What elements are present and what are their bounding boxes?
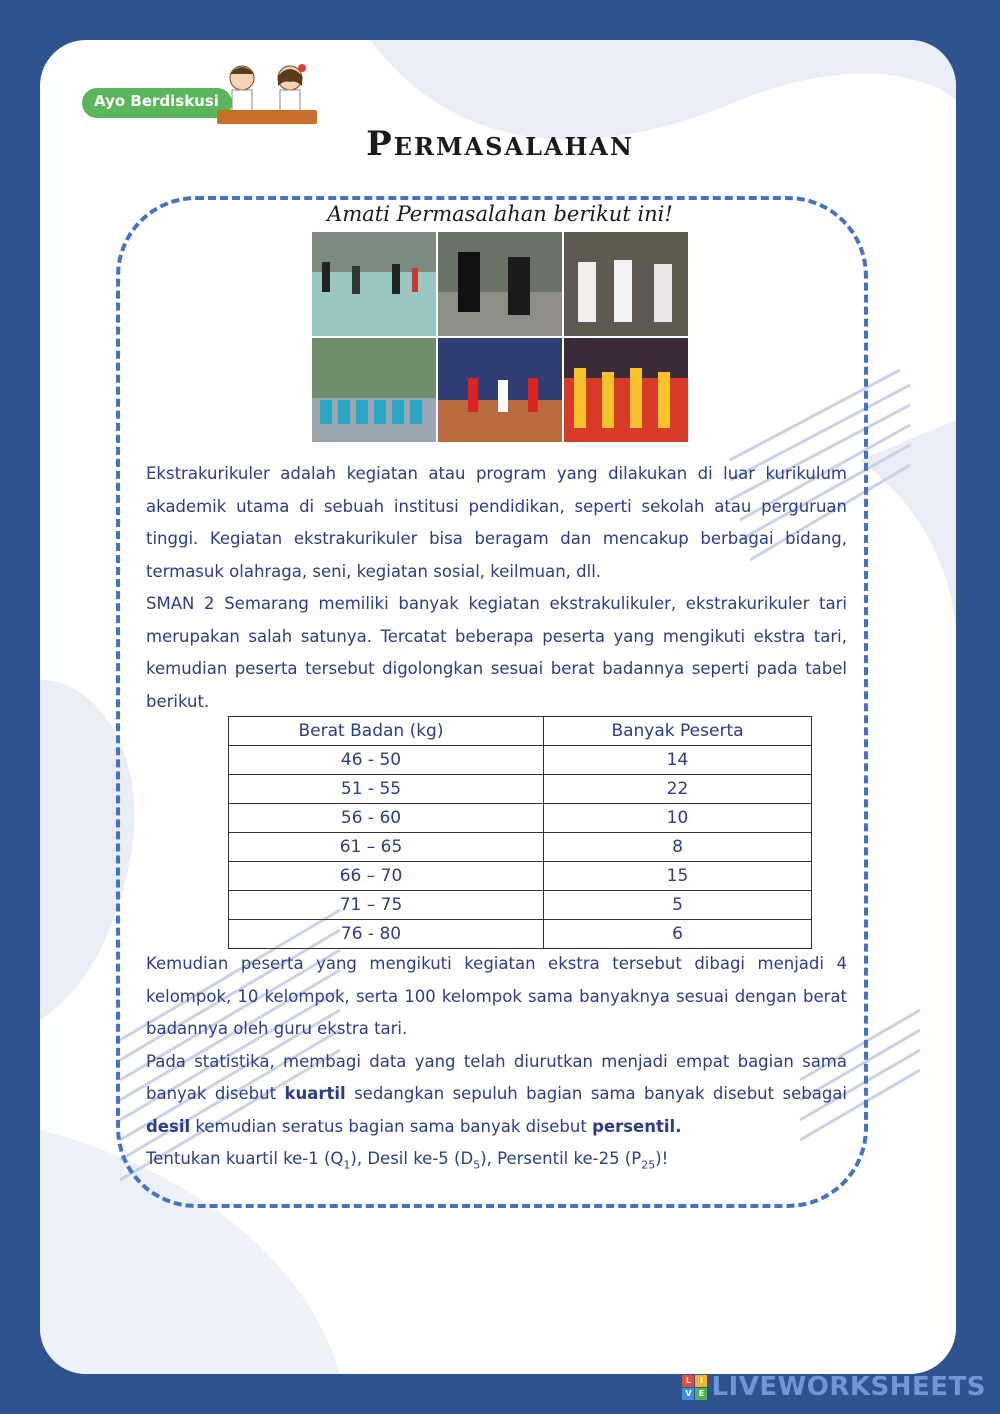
- intro-text: [146, 458, 847, 718]
- page-title: Permasalahan: [366, 124, 634, 164]
- count-cell: 5: [544, 891, 812, 920]
- subtitle: Amati Permasalahan berikut ini!: [327, 202, 673, 226]
- stat-text-3: kemudian seratus bagian sama banyak disebut: [190, 1116, 593, 1136]
- table-row: [229, 920, 812, 949]
- table-row: [229, 833, 812, 862]
- table-row: [229, 775, 812, 804]
- subscript-q: 1: [343, 1158, 351, 1172]
- photo-sports-court: [312, 232, 436, 336]
- table-row: [229, 804, 812, 833]
- term-desil: desil: [146, 1116, 191, 1136]
- logo-letter: V: [682, 1388, 694, 1400]
- weight-cell: 66 – 70: [229, 862, 544, 891]
- photo-dance: [564, 338, 688, 442]
- table-header-weight: Berat Badan (kg): [229, 717, 544, 746]
- logo-letter: L: [682, 1375, 694, 1387]
- count-cell: 8: [544, 833, 812, 862]
- table-row: [229, 891, 812, 920]
- question-part-2: ), Desil ke-5 (D: [350, 1149, 474, 1168]
- logo-letter: I: [695, 1375, 707, 1387]
- liveworksheets-footer[interactable]: [682, 1372, 986, 1402]
- weight-cell: 76 - 80: [229, 920, 544, 949]
- paragraph-definition: Ekstrakurikuler adalah kegiatan atau program yang dilakukan di luar kurikulum akademik utama di sebuah institusi pendidikan, seperti sekolah atau perguruan tinggi. Kegiatan ekstrakurikuler bisa beragam dan mencakup berbagai bidang, termasuk olahraga, seni, kegiatan sosial, keilmuan, dll.: [146, 464, 847, 581]
- table-row: [229, 746, 812, 775]
- weight-cell: 61 – 65: [229, 833, 544, 862]
- paragraph-grouping: Kemudian peserta yang mengikuti kegiatan ekstra tersebut dibagi menjadi 4 kelompok, 10 kelompok, serta 100 kelompok sama banyaknya sesuai dengan berat badannya oleh guru ekstra tari.: [146, 954, 847, 1038]
- logo-letter: E: [695, 1388, 707, 1400]
- count-cell: 6: [544, 920, 812, 949]
- subscript-p: 25: [641, 1158, 656, 1172]
- photo-collage: [312, 232, 688, 442]
- weight-cell: 46 - 50: [229, 746, 544, 775]
- question-text: [146, 1143, 847, 1182]
- photo-martial-arts: [438, 232, 562, 336]
- liveworksheets-brand: LIVEWORKSHEETS: [711, 1372, 986, 1402]
- badge-desk: [217, 110, 317, 124]
- question-part-4: )!: [655, 1149, 669, 1168]
- question-part-1: Tentukan kuartil ke-1 (Q: [146, 1149, 344, 1168]
- weight-cell: 71 – 75: [229, 891, 544, 920]
- photo-karate: [564, 232, 688, 336]
- badge-label: Ayo Berdiskusi: [94, 92, 219, 110]
- count-cell: 14: [544, 746, 812, 775]
- liveworksheets-logo-icon: [682, 1375, 707, 1400]
- count-cell: 15: [544, 862, 812, 891]
- explanation-text: [146, 948, 847, 1182]
- photo-group-seated: [312, 338, 436, 442]
- term-persentil: persentil.: [592, 1116, 682, 1136]
- stat-text-1: Pada statistika, membagi data yang telah diurutkan menjadi empat bagian sama banyak disebut: [146, 1051, 847, 1103]
- subscript-d: 5: [473, 1158, 481, 1172]
- weight-cell: 51 - 55: [229, 775, 544, 804]
- weight-cell: 56 - 60: [229, 804, 544, 833]
- weight-frequency-table: [228, 716, 812, 949]
- table-header-count: Banyak Peserta: [544, 717, 812, 746]
- count-cell: 22: [544, 775, 812, 804]
- table-header-row: [229, 717, 812, 746]
- count-cell: 10: [544, 804, 812, 833]
- paragraph-statistics: [146, 1046, 847, 1144]
- term-kuartil: kuartil: [284, 1084, 346, 1103]
- question-part-3: ), Persentil ke-25 (P: [480, 1149, 642, 1168]
- photo-basketball: [438, 338, 562, 442]
- stat-text-2: sedangkan sepuluh bagian sama banyak disebut sebagai: [345, 1084, 847, 1103]
- table-row: [229, 862, 812, 891]
- paragraph-school: SMAN 2 Semarang memiliki banyak kegiatan ekstrakulikuler, ekstrakurikuler tari merupakan salah satunya. Tercatat beberapa peserta yang mengikuti ekstra tari, kemudian peserta tersebut digolongkan sesuai berat badannya seperti pada tabel berikut.: [146, 594, 847, 711]
